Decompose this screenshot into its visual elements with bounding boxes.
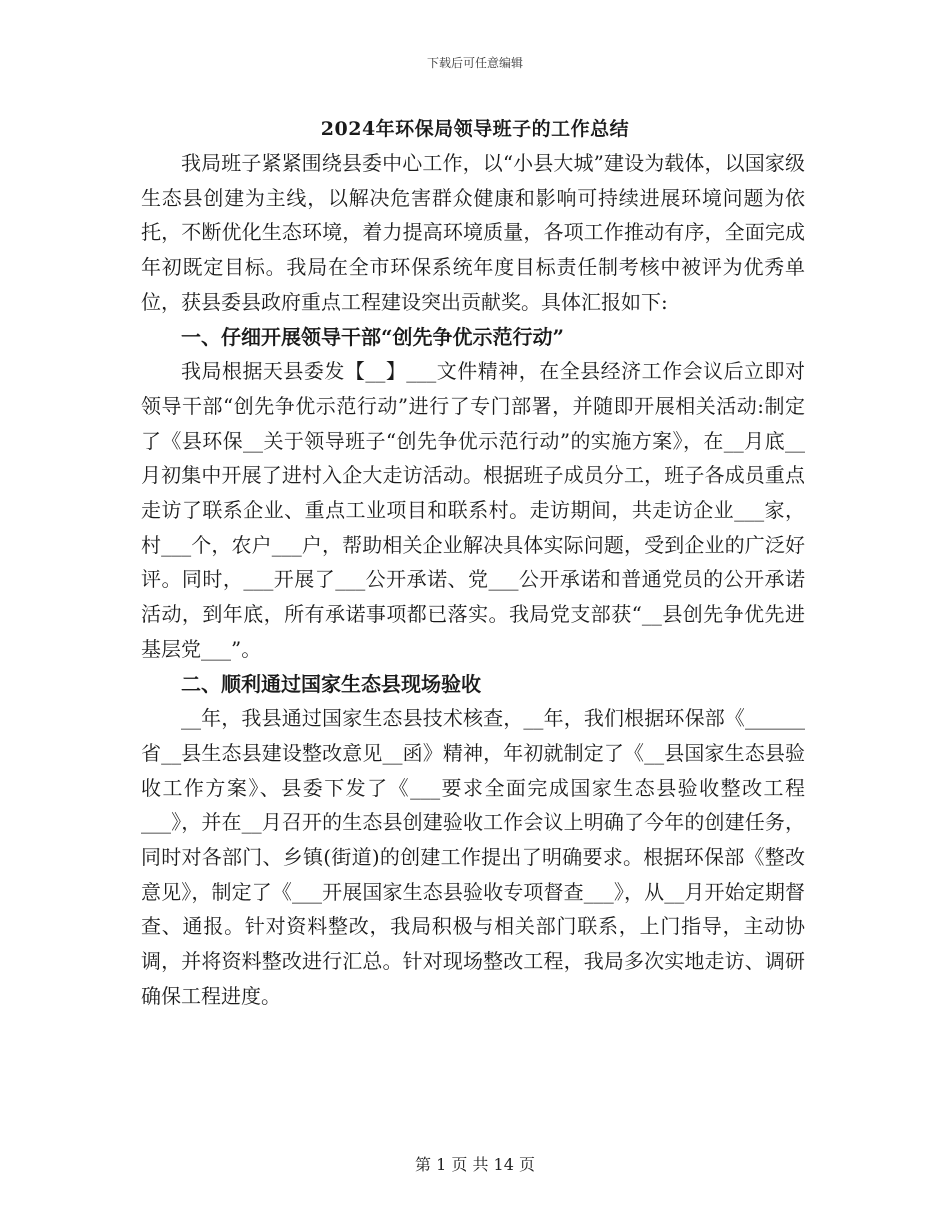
document-body [141, 146, 805, 1014]
section2-heading: 二、顺利通过国家生态县现场验收 [181, 671, 481, 696]
section1-paragraph: 我局根据天县委发【__】___文件精神，在全县经济工作会议后立即对领导干部“创先争优示范行动”进行了专门部署，并随即开展相关活动:制定了《县环保__关于领导班子“创先争优示范行动”的实施方案》，在__月底__月初集中开展了进村入企大走访活动。根据班子成员分工，班子各成员重点走访了联系企业、重点工业项目和联系村。走访期间，共走访企业___家，村___个，农户___户，帮助相关企业解决具体实际问题，受到企业的广泛好评。同时，___开展了___公开承诺、党___公开承诺和普通党员的公开承诺活动，到年底，所有承诺事项都已落实。我局党支部获“__县创先争优先进基层党___”。 [141, 359, 805, 661]
intro-paragraph: 我局班子紧紧围绕县委中心工作，以“小县大城”建设为载体，以国家级生态县创建为主线，以解决危害群众健康和影响可持续进展环境问题为依托，不断优化生态环境，着力提高环境质量，各项工作推动有序，全面完成年初既定目标。我局在全市环保系统年度目标责任制考核中被评为优秀单位，获县委县政府重点工程建设突出贡献奖。具体汇报如下: [141, 151, 805, 314]
document-title: 2024年环保局领导班子的工作总结 [320, 118, 630, 140]
section1-heading: 一、仔细开展领导干部“创先争优示范行动” [181, 324, 565, 349]
header-note: 下载后可任意编辑 [426, 56, 523, 70]
page-number: 第 1 页 共 14 页 [415, 1155, 535, 1174]
section2-paragraph: __年，我县通过国家生态县技术核查，__年，我们根据环保部《______省__县生态县建设整改意见__函》精神，年初就制定了《__县国家生态县验收工作方案》、县委下发了《___要求全面完成国家生态县验收整改工程___》，并在__月召开的生态县创建验收工作会议上明确了今年的创建任务，同时对各部门、乡镇(街道)的创建工作提出了明确要求。根据环保部《整改意见》，制定了《___开展国家生态县验收专项督查___》，从__月开始定期督查、通报。针对资料整改，我局积极与相关部门联系，上门指导，主动协调，并将资料整改进行汇总。针对现场整改工程，我局多次实地走访、调研确保工程进度。 [141, 706, 805, 1008]
